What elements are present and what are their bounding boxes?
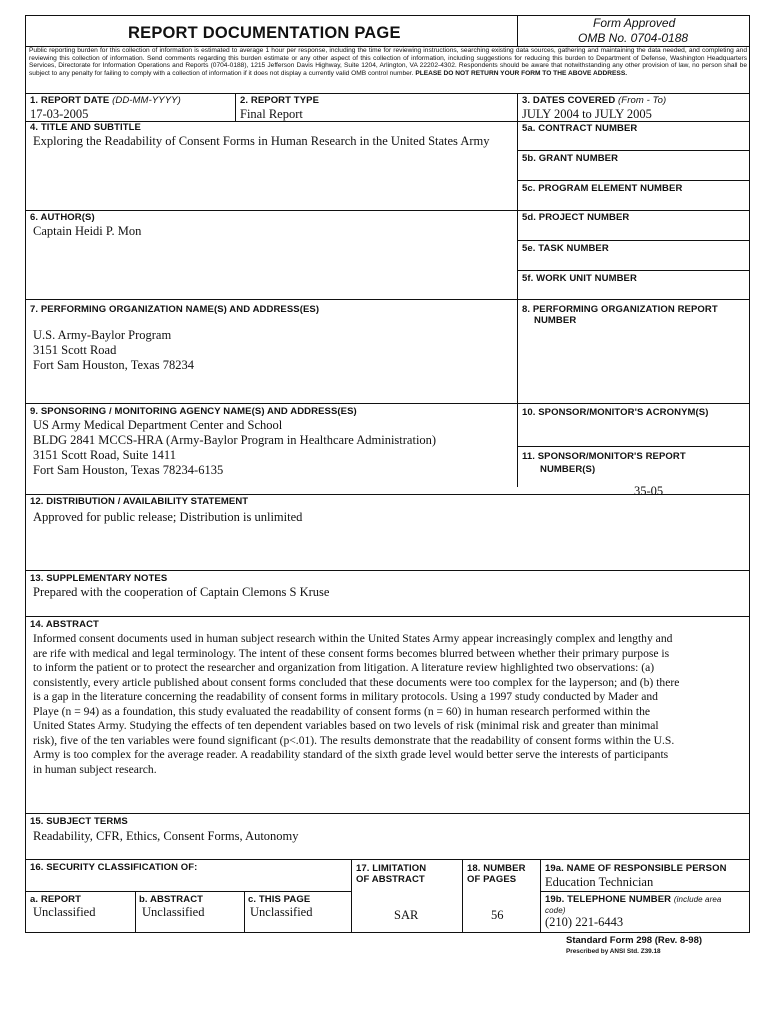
address-line: Fort Sam Houston, Texas 78234-6135 xyxy=(33,463,224,477)
report-date-label: 1. REPORT DATE (DD-MM-YYYY) xyxy=(30,95,181,106)
left-rule xyxy=(25,15,26,933)
responsible-person-label: 19a. NAME OF RESPONSIBLE PERSON xyxy=(545,863,727,874)
row1-rule xyxy=(25,93,750,94)
dates-covered-value: JULY 2004 to JULY 2005 xyxy=(522,107,652,121)
address-line: US Army Medical Department Center and School xyxy=(33,418,283,432)
v-462-rule xyxy=(462,859,463,933)
security-classification-label: 16. SECURITY CLASSIFICATION OF: xyxy=(30,862,198,873)
limitation-value: SAR xyxy=(394,908,419,922)
report-class-value: Unclassified xyxy=(33,905,96,919)
telephone-value: (210) 221-6443 xyxy=(545,915,624,929)
row15-rule xyxy=(25,813,750,814)
burden-text: Public reporting burden for this collection of information is estimated to average 1 hour per response, including the time for reviewing instructions, searching existing data sources, gathering and maintaining the data needed, and completing and reviewing this collection of information. Send comments regarding this burden estimate or any other aspect of this collection of information, including suggestions for reducing this burden to Department of Defense, Washington Headquarters Services, Directorate for Information Operations and Reports (0704-0188), 1215 Jefferson Davis Highway, Suite 1204, Arlington, VA 22202-4302. Respondents should be aware that notwithstanding any other provision of law, no person shall be subject to any penalty for failing to comply with a collection of information if it does not display a currently valid OMB control number. xyxy=(29,47,747,77)
address-line: 3151 Scott Road xyxy=(33,343,117,357)
row14-rule xyxy=(25,616,750,617)
address-line: 3151 Scott Road, Suite 1411 xyxy=(33,448,176,462)
project-number-label: 5d. PROJECT NUMBER xyxy=(522,212,630,223)
grant-number-label: 5b. GRANT NUMBER xyxy=(522,153,619,164)
burden-caps: PLEASE DO NOT RETURN YOUR FORM TO THE ABOVE ADDRESS. xyxy=(415,69,628,77)
subject-terms-value: Readability, CFR, Ethics, Consent Forms, Autonomy xyxy=(33,829,299,843)
rule-16-sub xyxy=(25,891,351,892)
report-date-value: 17-03-2005 xyxy=(30,107,89,121)
page-class-value: Unclassified xyxy=(250,905,313,919)
distribution-value: Approved for public release; Distribution is unlimited xyxy=(33,510,303,524)
contract-number-label: 5a. CONTRACT NUMBER xyxy=(522,123,638,134)
title-subtitle-value: Exploring the Readability of Consent Forms in Human Research in the United States Army xyxy=(33,134,490,148)
row13-rule xyxy=(25,570,750,571)
report-class-label: a. REPORT xyxy=(30,894,82,905)
row4-rule xyxy=(25,210,750,211)
number-of-pages-value: 56 xyxy=(491,908,504,922)
v-351-rule xyxy=(351,859,352,933)
form-approved-label: Form Approved xyxy=(593,16,676,30)
supplementary-notes-value: Prepared with the cooperation of Captain Clemons S Kruse xyxy=(33,585,330,599)
v-540-rule xyxy=(540,859,541,933)
supplementary-notes-label: 13. SUPPLEMENTARY NOTES xyxy=(30,573,168,584)
abstract-label: 14. ABSTRACT xyxy=(30,619,99,630)
row16-rule xyxy=(25,859,750,860)
form-title: REPORT DOCUMENTATION PAGE xyxy=(128,24,401,42)
rule-5f xyxy=(517,270,750,271)
rule-5e xyxy=(517,240,750,241)
v-244-rule xyxy=(244,891,245,933)
sponsor-acronym-label: 10. SPONSOR/MONITOR'S ACRONYM(S) xyxy=(522,407,709,418)
row9-rule xyxy=(25,403,750,404)
burden-statement xyxy=(29,47,747,77)
abstract-class-value: Unclassified xyxy=(142,905,205,919)
abstract-line: United States Army. Studying the effects of ten dependent variables based on two levels of risk (minimal risk and greater than minimal xyxy=(33,719,659,732)
abstract-line: in human subject research. xyxy=(33,762,157,776)
title-divider xyxy=(517,15,518,46)
abstract-class-label: b. ABSTRACT xyxy=(139,894,204,905)
row7-rule xyxy=(25,299,750,300)
right-rule xyxy=(749,15,750,933)
abstract-line: risk), five of the ten variables were found significant (p<.01). The results demonstrate that the readability of consent forms within the U.S. xyxy=(33,733,675,747)
rule-11 xyxy=(517,446,750,447)
subject-terms-label: 15. SUBJECT TERMS xyxy=(30,816,128,827)
report-type-label: 2. REPORT TYPE xyxy=(240,95,320,106)
performing-org-report-label: 8. PERFORMING ORGANIZATION REPORT NUMBER xyxy=(522,304,718,326)
task-number-label: 5e. TASK NUMBER xyxy=(522,243,609,254)
sponsor-report-label: 11. SPONSOR/MONITOR'S REPORT NUMBER(S) xyxy=(522,451,686,475)
rule-5b xyxy=(517,150,750,151)
number-of-pages-label: 18. NUMBER OF PAGES xyxy=(467,863,526,885)
title-subtitle-label: 4. TITLE AND SUBTITLE xyxy=(30,122,141,133)
performing-org-label: 7. PERFORMING ORGANIZATION NAME(S) AND ADDRESS(ES) xyxy=(30,304,320,315)
sponsoring-agency-address xyxy=(33,418,436,478)
telephone-label: 19b. TELEPHONE NUMBER (include area code) xyxy=(545,894,722,915)
limitation-label: 17. LIMITATION OF ABSTRACT xyxy=(356,863,427,885)
abstract-line: Informed consent documents used in human subject research within the United States Army appear increasingly complex and lengthy and xyxy=(33,632,673,645)
report-type-value: Final Report xyxy=(240,107,303,121)
performing-org-address xyxy=(33,328,194,373)
prescribed-by-label: Prescribed by ANSI Std. Z39.18 xyxy=(566,948,661,955)
rule-19b xyxy=(540,891,750,892)
abstract-line: are rife with medical and legal terminology. The intent of these consent forms becomes blurred between whether their primary purpose is xyxy=(33,646,670,660)
abstract-line: Army is too complex for the average reader. A readability standard of the sixth grade level would better serve the interests of participants xyxy=(33,748,669,761)
sponsoring-agency-label: 9. SPONSORING / MONITORING AGENCY NAME(S) AND ADDRESS(ES) xyxy=(30,406,357,417)
responsible-person-value: Education Technician xyxy=(545,875,654,889)
abstract-text xyxy=(33,632,745,777)
address-line: Fort Sam Houston, Texas 78234 xyxy=(33,358,195,372)
v-235-rule xyxy=(235,93,236,122)
rule-5c xyxy=(517,180,750,181)
program-element-label: 5c. PROGRAM ELEMENT NUMBER xyxy=(522,183,683,194)
abstract-line: consistently, every article published about consent forms concluded that these documents were too complex for the layperson; and (b) there xyxy=(33,675,680,689)
dates-covered-label: 3. DATES COVERED (From - To) xyxy=(522,95,667,106)
address-line: BLDG 2841 MCCS-HRA (Army-Baylor Program in Healthcare Administration) xyxy=(33,433,437,447)
sponsor-report-value: 35-05 xyxy=(634,484,664,498)
v-517-rule xyxy=(517,93,518,487)
abstract-line: Playe (n = 94) as a foundation, this study evaluated the readability of consent forms (n = 60) in human research performed within the xyxy=(33,704,651,718)
work-unit-label: 5f. WORK UNIT NUMBER xyxy=(522,273,637,284)
abstract-line: is a gap in the literature concerning the readability of consent forms in military protocols. Using a 1997 study conducted by Mader and xyxy=(33,690,658,703)
page-class-label: c. THIS PAGE xyxy=(248,894,311,905)
bottom-rule xyxy=(25,932,750,933)
standard-form-label: Standard Form 298 (Rev. 8-98) xyxy=(566,935,703,946)
address-line: U.S. Army-Baylor Program xyxy=(33,328,172,342)
authors-label: 6. AUTHOR(S) xyxy=(30,212,95,223)
omb-number: OMB No. 0704-0188 xyxy=(578,31,689,45)
distribution-label: 12. DISTRIBUTION / AVAILABILITY STATEMENT xyxy=(30,496,249,507)
abstract-line: to inform the patient or to protect the researcher and organization from litigation. A literature review highlighted two observations: (a) xyxy=(33,661,655,674)
authors-value: Captain Heidi P. Mon xyxy=(33,224,142,238)
v-135-rule xyxy=(135,891,136,933)
